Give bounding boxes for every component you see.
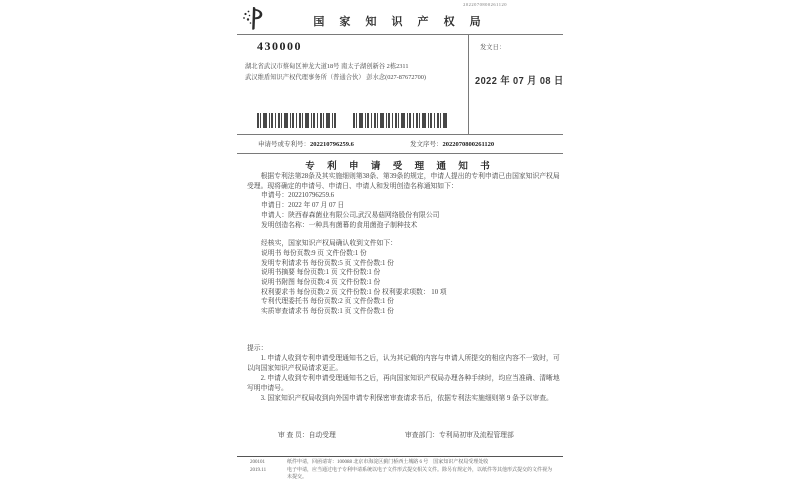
note-item: 1. 申请人收到专利申请受理通知书之后，认为其记载的内容与申请人所提交的相应内容不一致时，可以向国家知识产权局请求更正。 [247, 354, 560, 372]
received-item: 说明书 每份页数:9 页 文件份数:1 份 [261, 249, 367, 257]
divider [237, 134, 563, 135]
notes-section [247, 344, 563, 403]
footer-row [237, 467, 563, 481]
field-filing-date: 申请日：2022 年 07 月 07 日 [261, 202, 345, 210]
examining-department: 审查部门：专利局初审及流程管理部 [405, 432, 514, 439]
received-item: 专利代理委托书 每份页数:2 页 文件份数:1 份 [261, 298, 394, 306]
footer-divider [237, 456, 563, 457]
top-serial-number: 2022070800261120 [463, 2, 507, 7]
footer-form-code: 2019.11 [250, 468, 267, 473]
footer-row [237, 459, 563, 466]
received-item: 说明书摘要 每份页数:1 页 文件份数:1 份 [261, 269, 381, 277]
address-line-1: 湖北省武汉市蔡甸区神龙大道18号 南太子湖创新谷 2栋2311 [245, 63, 409, 70]
application-number-value: 202210796259.6 [310, 141, 354, 148]
dispatch-serial [410, 139, 494, 148]
issue-date-value: 2022 年 07 月 08 日 [475, 76, 564, 87]
notice-title: 专 利 申 请 受 理 通 知 书 [305, 162, 495, 172]
application-number-label: 申请号或专利号： [258, 141, 310, 148]
field-applicant: 申请人：陕西春森菌业有限公司,武汉易菇网络股份有限公司 [261, 211, 440, 219]
received-intro: 经核实，国家知识产权局确认收到文件如下： [261, 240, 397, 248]
note-item: 2. 申请人收到专利申请受理通知书之后，再向国家知识产权局办理各种手续时，均应当准确、清晰地写明申请号。 [247, 374, 560, 392]
barcode [353, 113, 448, 128]
footer [237, 459, 563, 482]
received-item: 发明专利请求书 每份页数:5 页 文件份数:1 份 [261, 259, 394, 267]
barcode [257, 113, 337, 128]
notes-title: 提示： [247, 345, 268, 352]
agency-title: 国 家 知 识 产 权 局 [313, 16, 487, 28]
field-application-number: 申请号：202210796259.6 [261, 192, 335, 200]
received-item: 权利要求书 每份页数:2 页 文件份数:1 份 权利要求项数： 10 项 [261, 288, 447, 296]
footer-text: 纸件申请，回函请寄：100088 北京市海淀区蓟门桥西土城路 6 号 国家知识产权局受理处收 [287, 460, 489, 465]
postal-code: 430000 [257, 39, 302, 53]
issue-date-label: 发文日： [480, 44, 506, 51]
divider [237, 153, 563, 154]
application-number [258, 139, 354, 148]
address-line-2: 武汉维盾知识产权代理事务所（普通合伙） 彭水念(027-87672700) [245, 74, 427, 81]
footer-text: 电子申请，应当通过电子专利申请系统以电子文件形式提交相关文件。除另有规定外，以纸件等其他形式提交的文件视为未提交。 [287, 468, 553, 480]
received-item: 实质审查请求书 每份页数:1 页 文件份数:1 份 [261, 308, 394, 316]
note-item: 3. 国家知识产权局收到向外国申请专利保密审查请求书后，依据专利法实施细则第 9 条予以审查。 [260, 394, 553, 402]
spacer [247, 230, 563, 239]
patent-notice-page [237, 0, 563, 500]
intro-paragraph: 根据专利法第28条及其实施细则第38条、第39条的规定，申请人提出的专利申请已由国家知识产权局受理。现将确定的申请号、申请日、申请人和发明创造名称通知如下： [247, 173, 560, 190]
recipient-address [245, 61, 463, 83]
received-item: 说明书附图 每份页数:4 页 文件份数:1 份 [261, 279, 381, 287]
notice-body [247, 172, 563, 317]
examiner: 审 查 员：自动受理 [278, 432, 336, 439]
dispatch-serial-label: 发文序号： [410, 141, 443, 148]
header-divider [237, 34, 563, 35]
field-invention-title: 发明创造名称：一种具有菌幕的食用菌孢子制种技术 [261, 221, 418, 229]
column-divider [468, 34, 469, 134]
footer-form-code: 200101 [250, 460, 265, 465]
dispatch-serial-value: 2022070800261120 [442, 141, 495, 148]
